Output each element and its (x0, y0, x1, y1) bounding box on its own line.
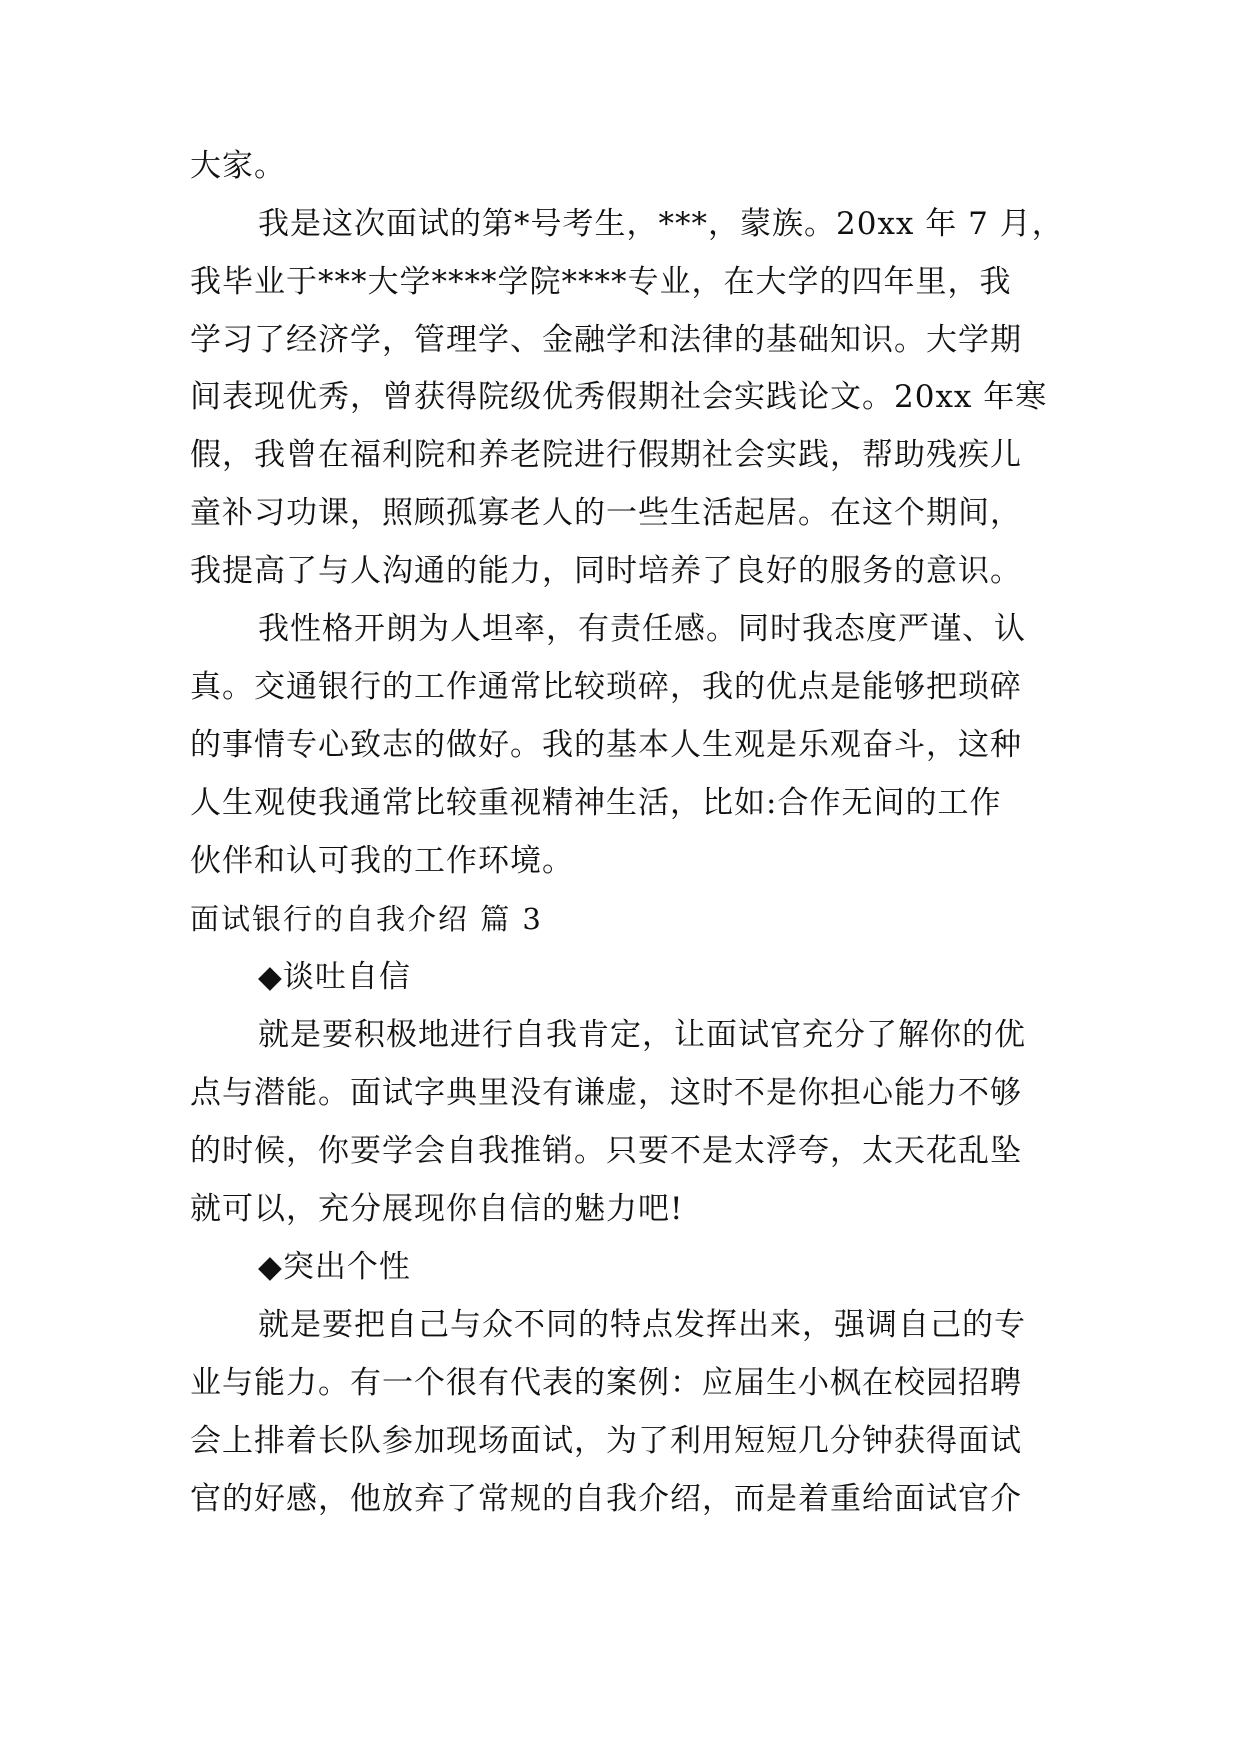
text-line: 会上排着长队参加现场面试，为了利用短短几分钟获得面试 (190, 1423, 1022, 1459)
text-line: 童补习功课，照顾孤寡老人的一些生活起居。在这个期间， (190, 495, 1022, 531)
bullet-heading: ◆谈吐自信 (258, 959, 411, 995)
text-line: 的事情专心致志的做好。我的基本人生观是乐观奋斗，这种 (190, 727, 1022, 763)
bullet-heading: ◆突出个性 (258, 1249, 411, 1285)
section-heading: 面试银行的自我介绍 篇 3 (190, 902, 543, 936)
text-line: 伙伴和认可我的工作环境。 (190, 843, 574, 879)
paragraph-start-line: 我性格开朗为人坦率，有责任感。同时我态度严谨、认 (258, 611, 1026, 647)
text-line: 官的好感，他放弃了常规的自我介绍，而是着重给面试官介 (190, 1481, 1022, 1517)
text-line: 我提高了与人沟通的能力，同时培养了良好的服务的意识。 (190, 553, 1022, 589)
paragraph-start-line: 就是要把自己与众不同的特点发挥出来，强调自己的专 (258, 1307, 1026, 1343)
text-line: 间表现优秀，曾获得院级优秀假期社会实践论文。20xx 年寒 (190, 379, 1048, 415)
text-line: 大家。 (190, 148, 286, 184)
text-line: 业与能力。有一个很有代表的案例：应届生小枫在校园招聘 (190, 1365, 1022, 1401)
text-line: 人生观使我通常比较重视精神生活，比如:合作无间的工作 (190, 785, 1002, 821)
paragraph-start-line: 就是要积极地进行自我肯定，让面试官充分了解你的优 (258, 1017, 1026, 1053)
text-line: 学习了经济学，管理学、金融学和法律的基础知识。大学期 (190, 322, 1022, 358)
text-line: 就可以，充分展现你自信的魅力吧! (190, 1191, 684, 1227)
text-line: 的时候，你要学会自我推销。只要不是太浮夸，太天花乱坠 (190, 1133, 1022, 1169)
text-line: 我毕业于***大学****学院****专业，在大学的四年里，我 (190, 264, 1012, 300)
text-line: 假，我曾在福利院和养老院进行假期社会实践，帮助残疾儿 (190, 437, 1022, 473)
text-line: 真。交通银行的工作通常比较琐碎，我的优点是能够把琐碎 (190, 669, 1022, 705)
paragraph-start-line: 我是这次面试的第*号考生，***，蒙族。20xx 年 7 月， (258, 206, 1064, 242)
text-line: 点与潜能。面试字典里没有谦虚，这时不是你担心能力不够 (190, 1075, 1022, 1111)
